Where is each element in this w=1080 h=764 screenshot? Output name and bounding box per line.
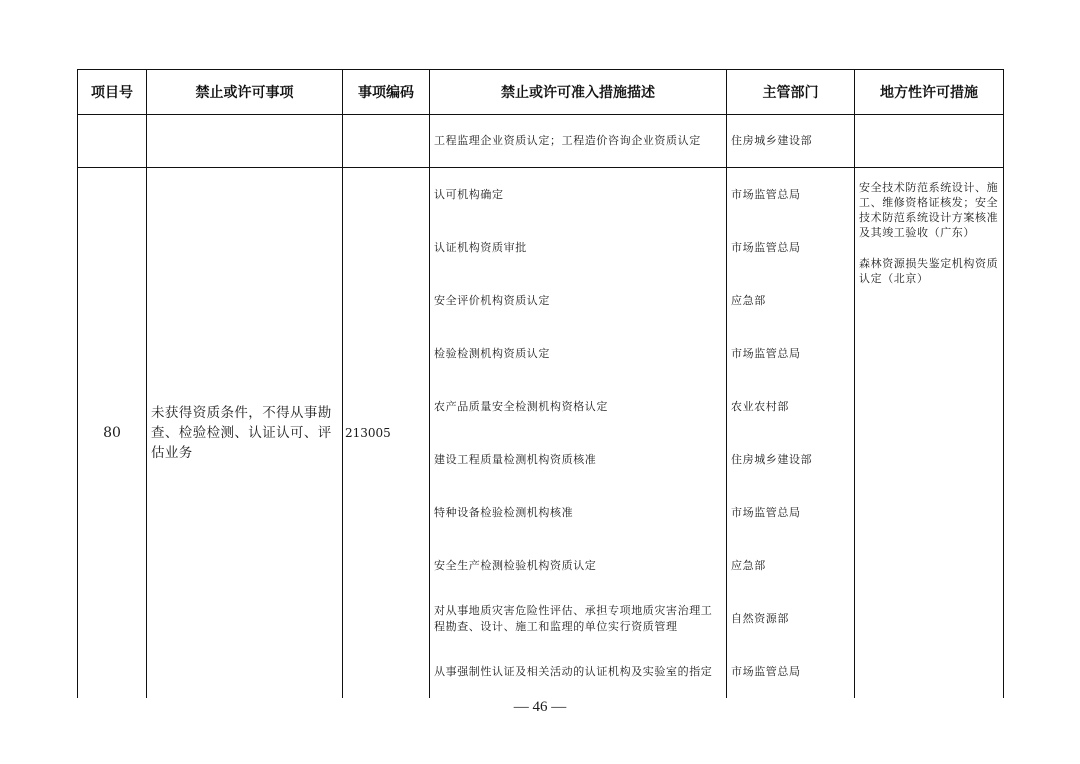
measure-description: 从事强制性认证及相关活动的认证机构及实验室的指定 (434, 664, 713, 678)
prev-code-cell (343, 115, 430, 168)
prev-number-cell (78, 115, 147, 168)
measure-description: 特种设备检验检测机构核准 (434, 505, 574, 519)
local-measures-cell (855, 168, 1004, 699)
prev-local-cell (855, 115, 1004, 168)
departments-cell (727, 168, 855, 699)
list-item (727, 645, 854, 698)
table-row-80 (78, 168, 1004, 699)
descriptions-cell (430, 168, 727, 699)
measure-description: 建设工程质量检测机构资质核准 (434, 452, 597, 466)
list-item (727, 433, 854, 486)
list-item (727, 221, 854, 274)
measure-department: 应急部 (731, 558, 766, 572)
list-item (430, 486, 726, 539)
header-code: 事项编码 (343, 70, 430, 115)
measure-department: 住房城乡建设部 (731, 134, 813, 147)
list-item (430, 168, 726, 221)
list-item (430, 221, 726, 274)
measure-description: 认证机构资质审批 (434, 240, 527, 254)
table-row (78, 115, 1004, 168)
measure-description: 农产品质量安全检测机构资格认定 (434, 399, 608, 413)
measure-department: 自然资源部 (731, 611, 789, 625)
list-item (430, 327, 726, 380)
header-item-number: 项目号 (78, 70, 147, 115)
header-local-measures: 地方性许可措施 (855, 70, 1004, 115)
list-item (430, 274, 726, 327)
list-item (430, 645, 726, 698)
prev-department-cell (727, 115, 855, 168)
measure-department: 市场监管总局 (731, 505, 801, 519)
list-item (727, 168, 854, 221)
measure-department: 市场监管总局 (731, 346, 801, 360)
measure-department: 市场监管总局 (731, 187, 801, 201)
page-number: — 46 — (513, 699, 567, 715)
measure-description: 对从事地质灾害危险性评估、承担专项地质灾害治理工程勘查、设计、施工和监理的单位实行资质管理 (434, 603, 713, 633)
prev-description-cell (430, 115, 727, 168)
header-department: 主管部门 (727, 70, 855, 115)
measure-description: 安全评价机构资质认定 (434, 293, 550, 307)
list-item (727, 486, 854, 539)
item-text: 未获得资质条件，不得从事勘查、检验检测、认证认可、评估业务 (151, 405, 332, 461)
list-item (430, 539, 726, 592)
measure-description: 工程监理企业资质认定；工程造价咨询企业资质认定 (434, 134, 701, 147)
list-item (727, 592, 854, 645)
prev-item-cell (147, 115, 343, 168)
permit-table (77, 69, 1004, 698)
list-item (430, 380, 726, 433)
list-item (430, 433, 726, 486)
measure-description: 检验检测机构资质认定 (434, 346, 550, 360)
measure-description: 认可机构确定 (434, 187, 504, 201)
item-cell (147, 168, 343, 699)
measure-description: 安全生产检测检验机构资质认定 (434, 558, 597, 572)
list-item (727, 380, 854, 433)
measure-department: 市场监管总局 (731, 240, 801, 254)
list-item (727, 539, 854, 592)
measure-department: 市场监管总局 (731, 664, 801, 678)
code-cell (343, 168, 430, 699)
measure-department: 农业农村部 (731, 399, 789, 413)
item-code: 213005 (345, 426, 391, 440)
list-item (430, 592, 726, 645)
list-item (727, 274, 854, 327)
table-header-row (78, 70, 1004, 115)
list-item (727, 327, 854, 380)
measure-department: 住房城乡建设部 (731, 452, 813, 466)
local-measure: 安全技术防范系统设计、施工、维修资格证核发；安全技术防范系统设计方案核准及其竣工验收（广东） (859, 181, 999, 239)
header-description: 禁止或许可准入措施描述 (430, 70, 727, 115)
item-number: 80 (78, 168, 147, 699)
header-item: 禁止或许可事项 (147, 70, 343, 115)
measure-department: 应急部 (731, 293, 766, 307)
local-measure: 森林资源损失鉴定机构资质认定（北京） (859, 257, 999, 285)
